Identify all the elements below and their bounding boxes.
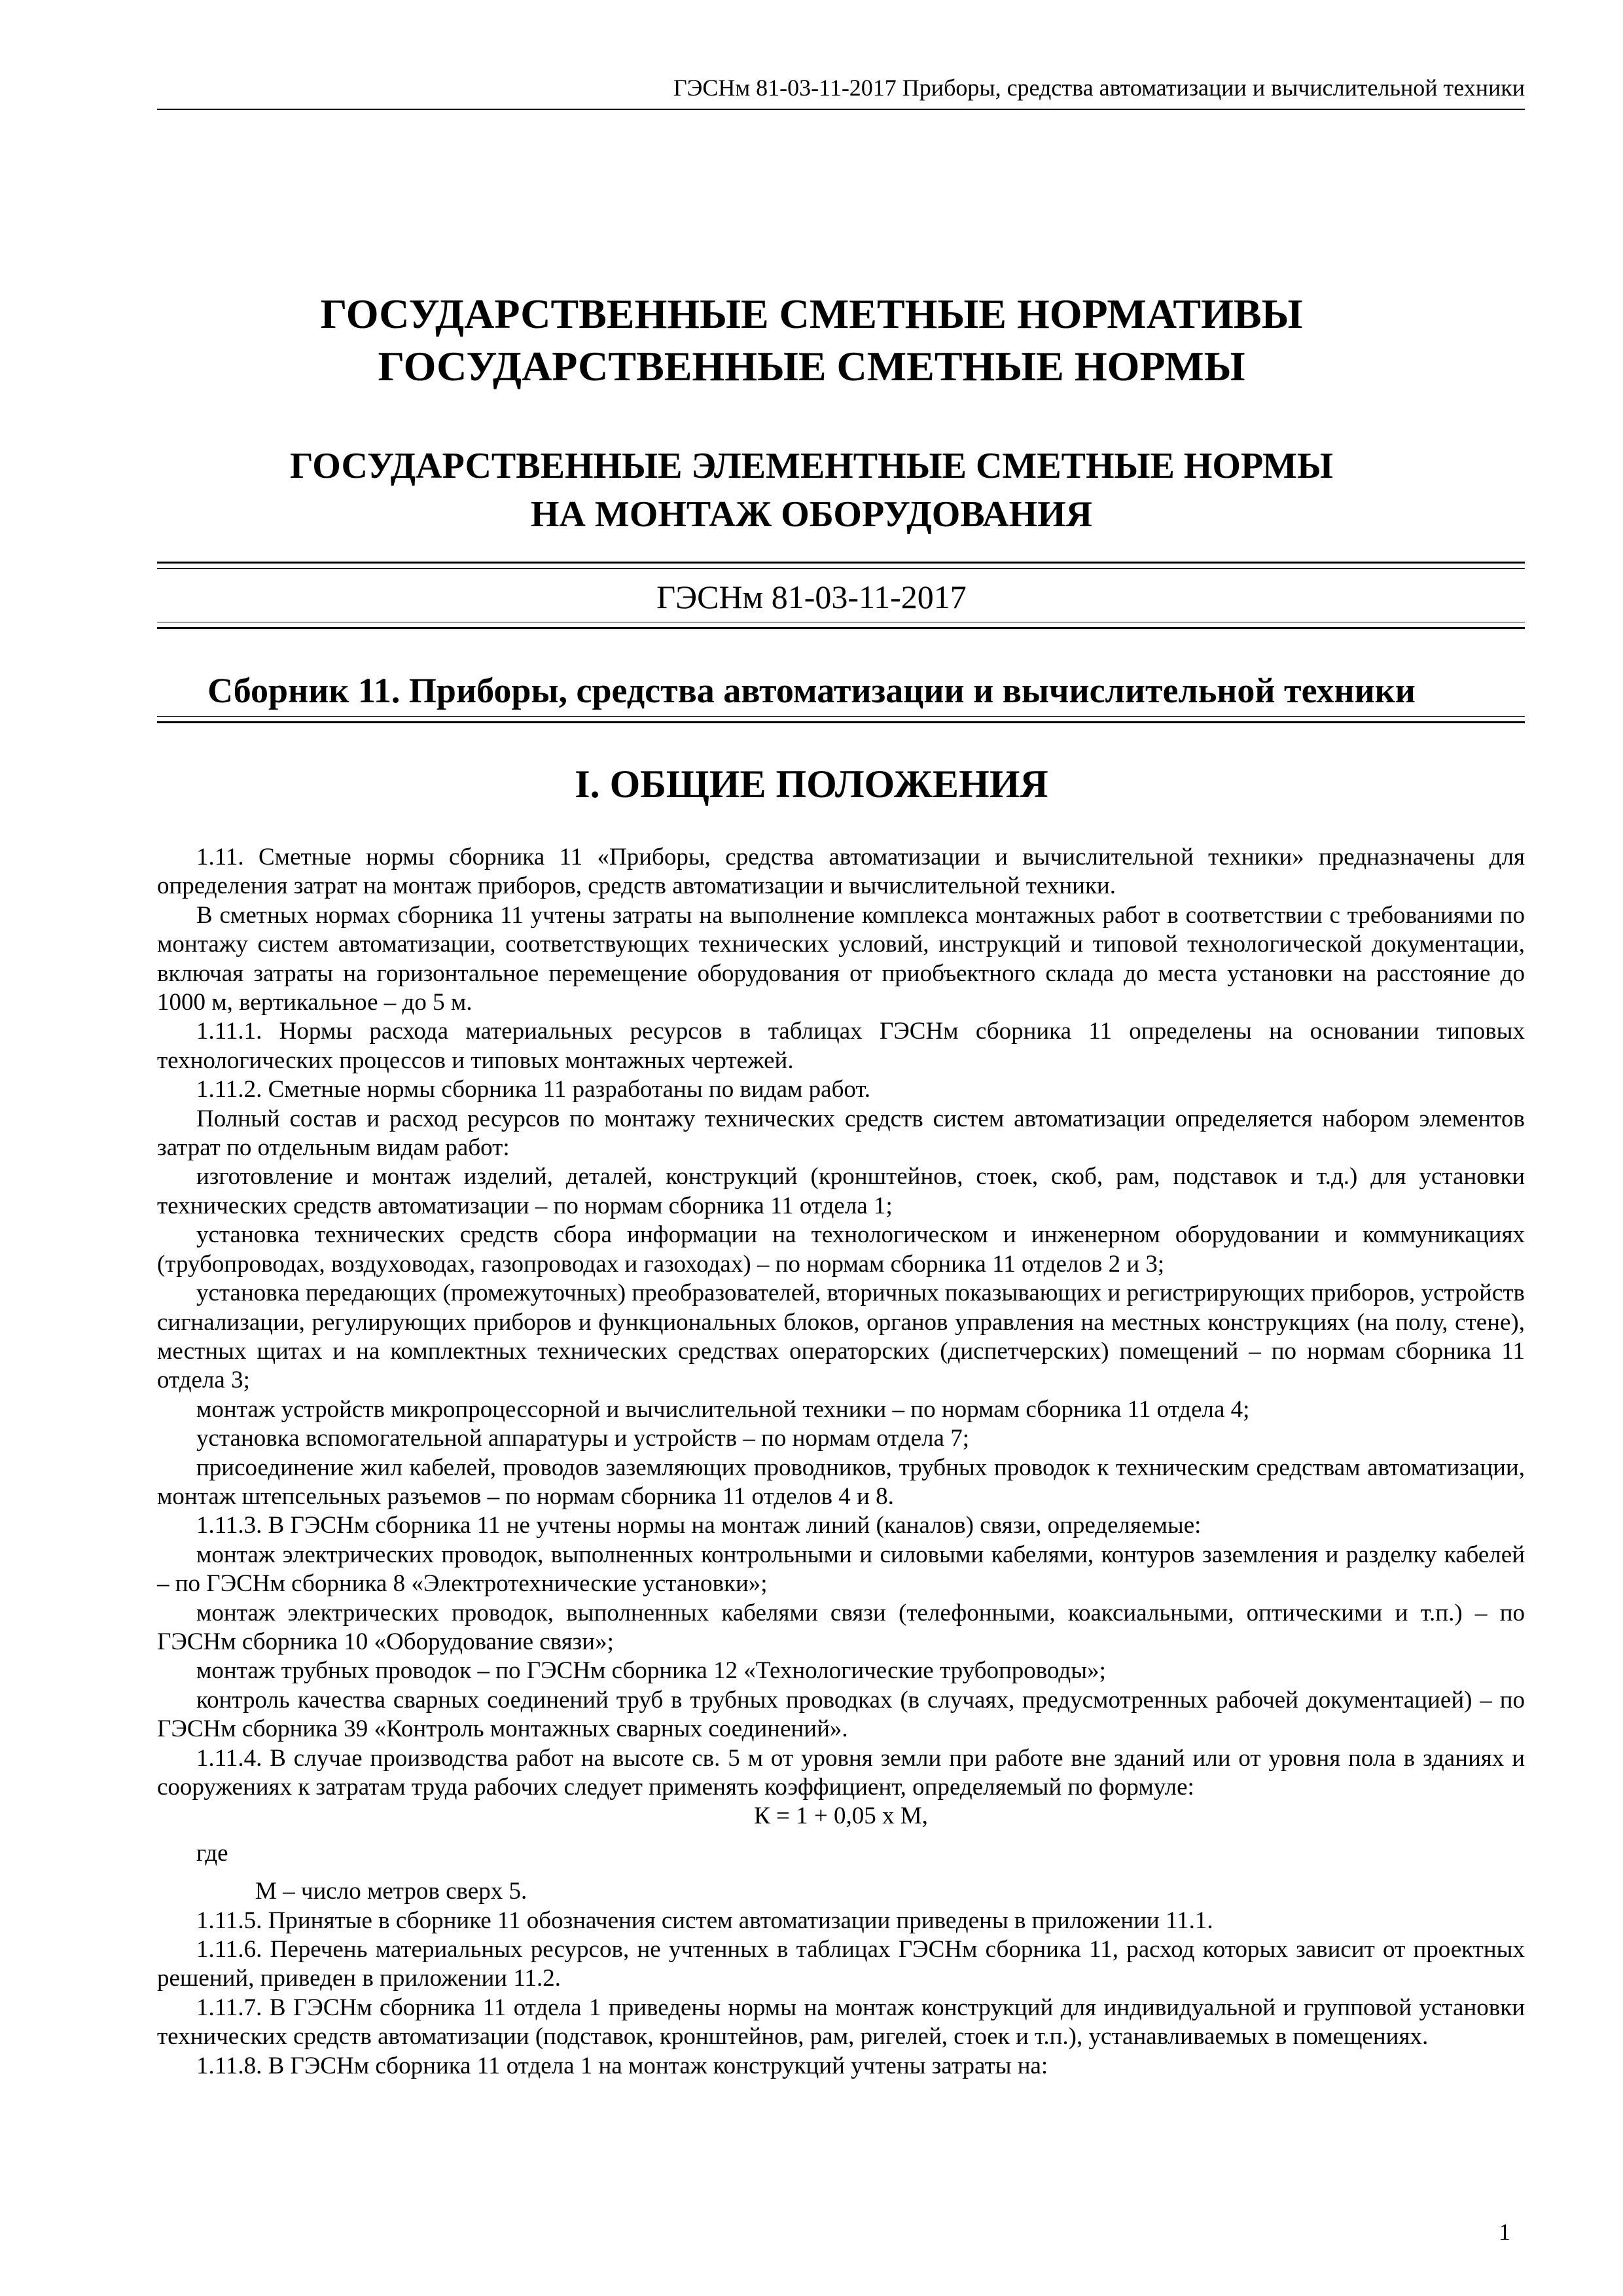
collection-rule-thin — [157, 716, 1525, 717]
subtitle-line2: НА МОНТАЖ ОБОРУДОВАНИЯ — [530, 494, 1093, 535]
list-item: монтаж электрических проводок, выполненных контрольными и силовыми кабелями, контуров заземления и разделку кабелей – по ГЭСНм сборника 8 «Электротехнические установки»; — [157, 1541, 1525, 1598]
formula: К = 1 + 0,05 х М, — [754, 1803, 928, 1830]
list-item: установка передающих (промежуточных) преобразователей, вторичных показывающих и регистрирующих приборов, устройств сигнализации, регулирующих приборов и функциональных блоков, органов управления на местных конструкциях (на полу, стене), местных щитах и на комплектных технических средствах операторских (диспетчерских) помещений – по нормам сборника 11 отдела 3; — [157, 1280, 1525, 1394]
paragraph: 1.11.1. Нормы расхода материальных ресурсов в таблицах ГЭСНм сборника 11 определены на основании типовых технологических процессов и типовых монтажных чертежей. — [157, 1018, 1525, 1074]
paragraph: 1.11.6. Перечень материальных ресурсов, не учтенных в таблицах ГЭСНм сборника 11, расход которых зависит от проектных решений, приведен в приложении 11.2. — [157, 1936, 1525, 1992]
list-item: монтаж электрических проводок, выполненных кабелями связи (телефонными, коаксиальными, оптическими и т.п.) – по ГЭСНм сборника 10 «Оборудование связи»; — [157, 1599, 1525, 1655]
paragraph: 1.11.7. В ГЭСНм сборника 11 отдела 1 приведены нормы на монтаж конструкций для индивидуальной и групповой установки технических средств автоматизации (подставок, кронштейнов, рам, ригелей, стоек и т.п.), устанавливаемых в помещениях. — [157, 1994, 1525, 2051]
double-rule-top — [157, 562, 1525, 564]
paragraph: 1.11.5. Принятые в сборнике 11 обозначения систем автоматизации приведены в приложении 11.1. — [196, 1907, 1213, 1934]
main-title-line2: ГОСУДАРСТВЕННЫЕ СМЕТНЫЕ НОРМЫ — [378, 343, 1245, 389]
section-heading: I. ОБЩИЕ ПОЛОЖЕНИЯ — [575, 762, 1048, 806]
main-title-line1: ГОСУДАРСТВЕННЫЕ СМЕТНЫЕ НОРМАТИВЫ — [320, 291, 1303, 337]
paragraph: Полный состав и расход ресурсов по монтажу технических средств систем автоматизации определяется набором элементов затрат по отдельным видам работ: — [157, 1105, 1525, 1162]
running-header: ГЭСНм 81-03-11-2017 Приборы, средства автоматизации и вычислительной техники — [673, 75, 1525, 101]
paragraph: 1.11. Сметные нормы сборника 11 «Приборы, средства автоматизации и вычислительной техники» предназначены для определения затрат на монтаж приборов, средств автоматизации и вычислительной техники. — [157, 844, 1525, 900]
document-code: ГЭСНм 81-03-11-2017 — [656, 579, 967, 615]
double-rule-bottom — [157, 627, 1525, 629]
list-item: изготовление и монтаж изделий, деталей, конструкций (кронштейнов, стоек, скоб, рам, подставок и т.д.) для установки технических средств автоматизации – по нормам сборника 11 отдела 1; — [157, 1163, 1525, 1219]
paragraph: 1.11.2. Сметные нормы сборника 11 разработаны по видам работ. — [196, 1076, 871, 1103]
header-rule — [157, 109, 1525, 110]
paragraph: 1.11.8. В ГЭСНм сборника 11 отдела 1 на монтаж конструкций учтены затраты на: — [196, 2052, 1048, 2079]
subtitle-line1: ГОСУДАРСТВЕННЫЕ ЭЛЕМЕНТНЫЕ СМЕТНЫЕ НОРМЫ — [290, 446, 1333, 486]
list-item: монтаж трубных проводок – по ГЭСНм сборника 12 «Технологические трубопроводы»; — [196, 1657, 1106, 1685]
list-item: установка вспомогательной аппаратуры и устройств – по нормам отдела 7; — [196, 1425, 970, 1452]
body-text — [157, 843, 1525, 2081]
list-item: монтаж устройств микропроцессорной и вычислительной техники – по нормам сборника 11 отдела 4; — [196, 1395, 1250, 1423]
paragraph: В сметных нормах сборника 11 учтены затраты на выполнение комплекса монтажных работ в соответствии с требованиями по монтажу систем автоматизации, соответствующих технических условий, инструкций и типовой технологической документации, включая затраты на горизонтальное перемещение оборудования от приобъектного склада до места установки на расстояние до 1000 м, вертикальное – до 5 м. — [157, 901, 1525, 1016]
subtitle-block — [0, 442, 1623, 539]
main-title-block — [0, 288, 1623, 393]
paragraph: 1.11.4. В случае производства работ на высоте св. 5 м от уровня земли при работе вне зданий или от уровня пола в зданиях и сооружениях к затратам труда рабочих следует применять коэффициент, определяемый по формуле: — [157, 1744, 1525, 1801]
where-label: где — [196, 1839, 228, 1867]
where-definition: М – число метров сверх 5. — [255, 1878, 527, 1905]
double-rule-top-thin — [157, 568, 1525, 569]
list-item: установка технических средств сбора информации на технологическом и инженерном оборудовании и коммуникациях (трубопроводах, воздуховодах, газопроводах и газоходах) – по нормам сборника 11 отделов 2 и 3; — [157, 1221, 1525, 1278]
list-item: присоединение жил кабелей, проводов заземляющих проводников, трубных проводок к техническим средствам автоматизации, монтаж штепсельных разъемов – по нормам сборника 11 отделов 4 и 8. — [157, 1454, 1525, 1510]
paragraph: 1.11.3. В ГЭСНм сборника 11 не учтены нормы на монтаж линий (каналов) связи, определяемые: — [196, 1512, 1202, 1539]
page-number: 1 — [1499, 2219, 1510, 2245]
collection-title: Сборник 11. Приборы, средства автоматизации и вычислительной техники — [207, 671, 1416, 710]
collection-rule — [157, 721, 1525, 723]
list-item: контроль качества сварных соединений труб в трубных проводках (в случаях, предусмотренных рабочей документацией) – по ГЭСНм сборника 39 «Контроль монтажных сварных соединений». — [157, 1686, 1525, 1743]
